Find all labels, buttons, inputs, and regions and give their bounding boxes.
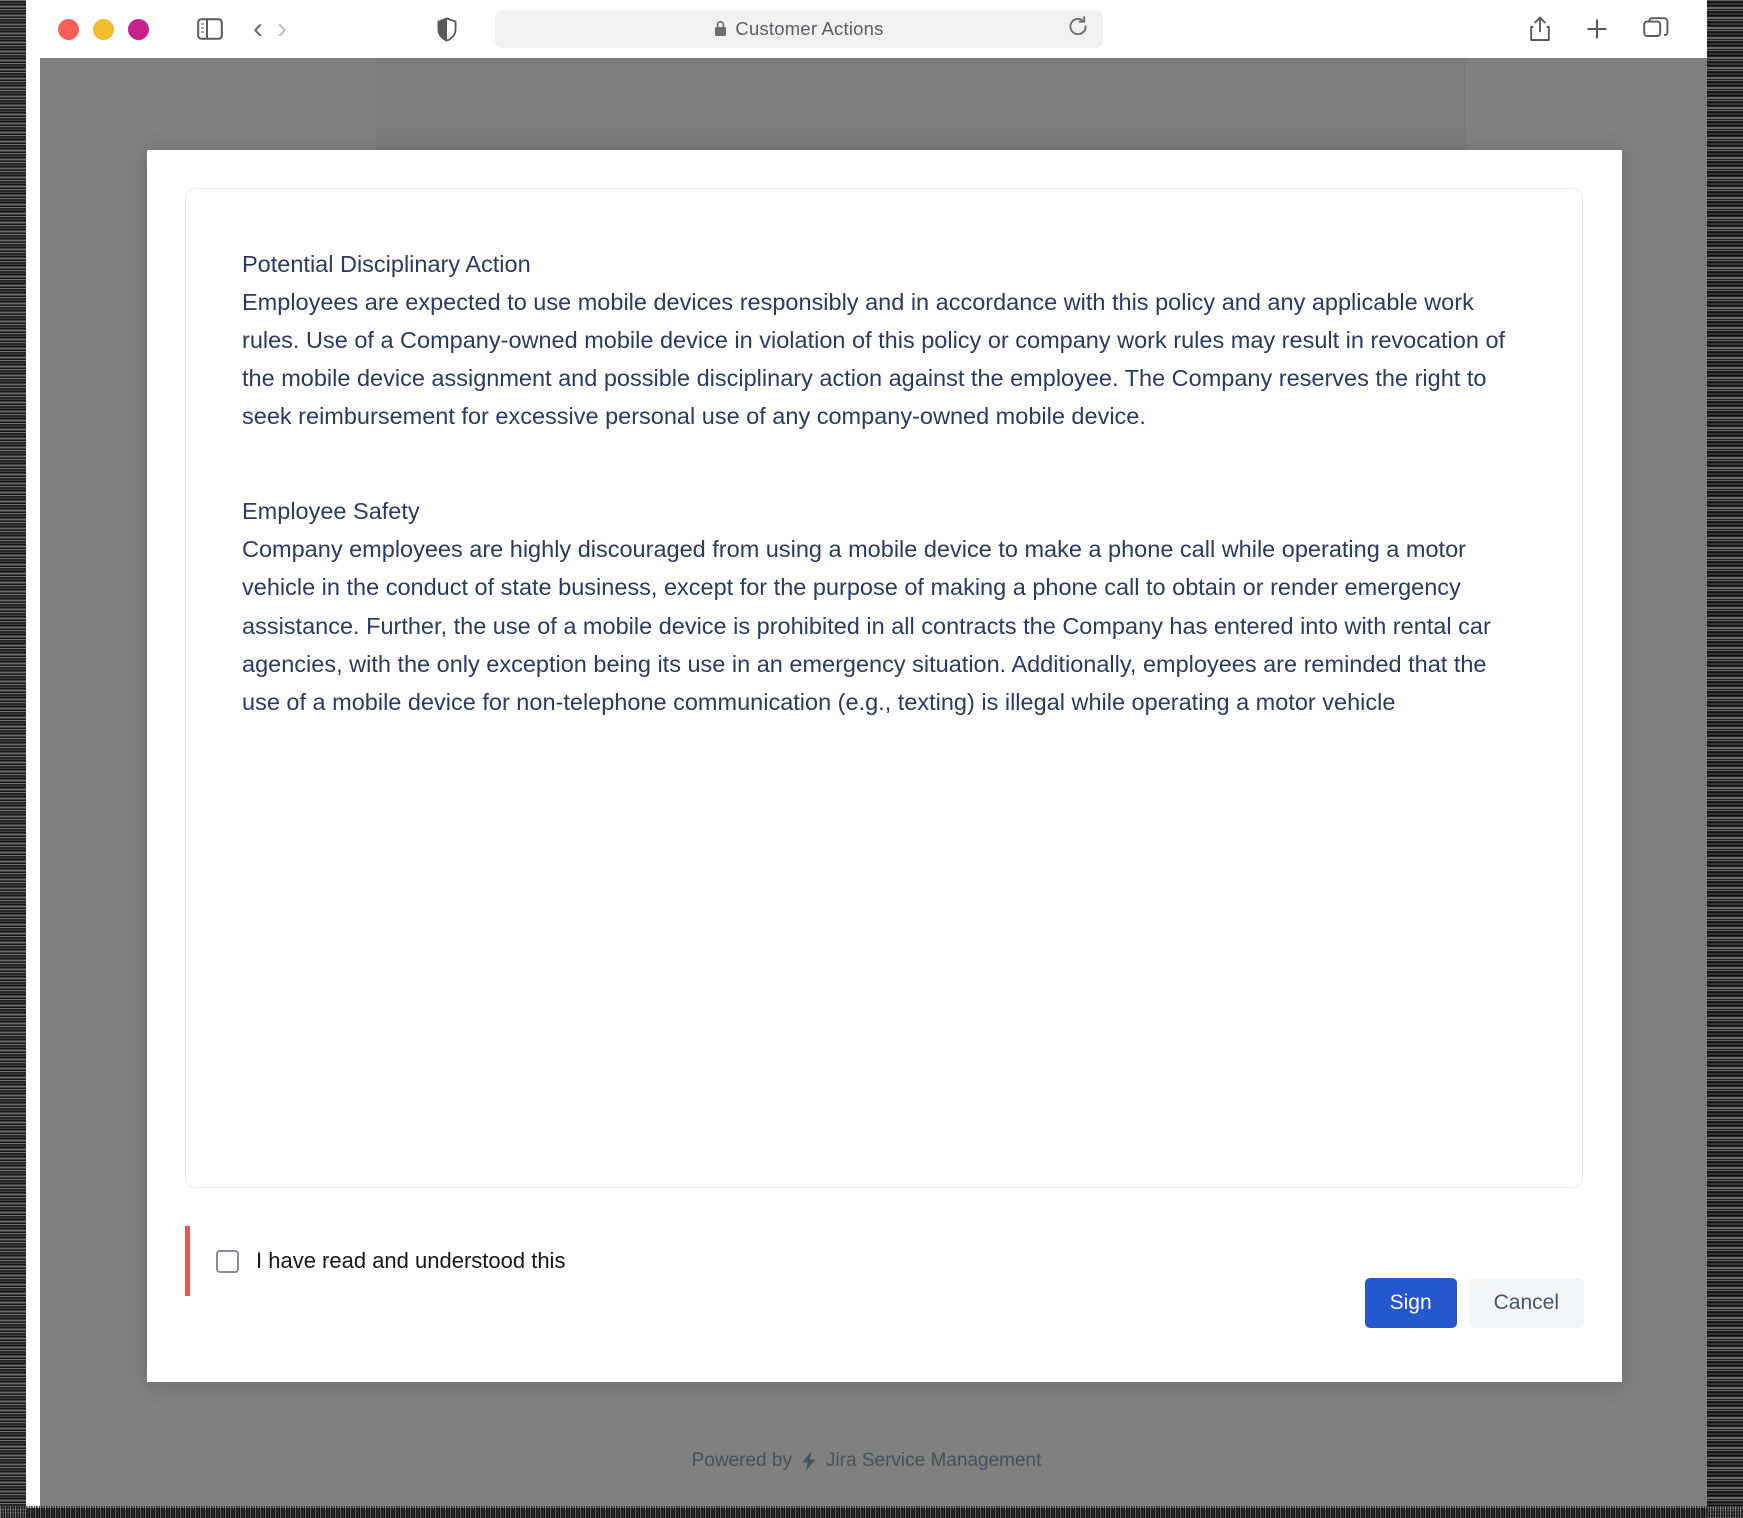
jira-bolt-icon xyxy=(798,1450,820,1472)
zoom-window-button[interactable] xyxy=(128,19,149,40)
navigation-arrows xyxy=(253,14,287,44)
page-backdrop xyxy=(26,58,1707,1508)
sign-document-modal xyxy=(147,150,1622,1382)
address-bar[interactable] xyxy=(495,10,1103,48)
section-heading: Employee Safety xyxy=(242,498,420,525)
product-name: Jira Service Management xyxy=(825,1450,1042,1471)
screenshot-edge-left xyxy=(0,0,26,1518)
section-heading: Potential Disciplinary Action xyxy=(242,251,531,277)
chevron-left-icon[interactable]: ‹ xyxy=(253,12,263,45)
screenshot-edge-right xyxy=(1707,0,1743,1518)
page-title: Customer Actions xyxy=(735,18,884,39)
privacy-shield-icon[interactable] xyxy=(437,17,457,42)
window-controls xyxy=(58,19,149,40)
section-body: Employees are expected to use mobile devices responsibly and in accordance with this policy and any applicable work rules. Use of a Company-owned mobile device in violation of this policy or company work rules may result in revocation of the mobile device assignment and possible disciplinary action against the employee. The Company reserves the right to seek reimbursement for excessive personal use of any company-owned mobile device. xyxy=(242,289,1506,430)
consent-checkbox[interactable] xyxy=(216,1250,239,1273)
share-icon[interactable] xyxy=(1529,16,1551,42)
address-bar-text xyxy=(714,18,883,40)
powered-by-label: Powered by xyxy=(691,1450,792,1471)
reload-icon[interactable] xyxy=(1067,16,1089,43)
tab-overview-icon[interactable] xyxy=(1643,17,1669,41)
lock-icon xyxy=(714,20,727,37)
screenshot-edge-bottom xyxy=(0,1506,1743,1518)
modal-actions xyxy=(1365,1278,1584,1328)
close-window-button[interactable] xyxy=(58,19,79,40)
chevron-right-icon[interactable]: › xyxy=(277,12,287,45)
minimize-window-button[interactable] xyxy=(93,19,114,40)
powered-by-footer xyxy=(26,1450,1707,1472)
browser-toolbar xyxy=(26,0,1707,58)
cancel-button[interactable]: Cancel xyxy=(1469,1278,1584,1328)
document-section xyxy=(242,492,1526,720)
sign-button[interactable]: Sign xyxy=(1365,1278,1457,1328)
document-scroll-card[interactable] xyxy=(185,188,1583,1188)
document-section xyxy=(242,245,1526,435)
plus-icon[interactable] xyxy=(1585,17,1609,41)
consent-row xyxy=(185,1226,1285,1296)
browser-window xyxy=(26,0,1707,1508)
document-content xyxy=(186,189,1582,721)
consent-label: I have read and understood this xyxy=(256,1248,566,1273)
section-spacer xyxy=(242,435,1526,492)
sidebar-icon[interactable] xyxy=(197,18,223,40)
toolbar-right-actions xyxy=(1529,16,1685,42)
section-body: Company employees are highly discouraged from using a mobile device to make a phone call while operating a motor vehicle in the conduct of state business, except for the purpose of making a phone call to obtain or render emergency assistance. Further, the use of a mobile device is prohibited in all contracts the Company has entered into with rental car agencies, with the only exception being its use in an emergency situation. Additionally, employees are reminded that the use of a mobile device for non-telephone communication (e.g., texting) is illegal while operating a motor vehicle xyxy=(242,536,1491,715)
